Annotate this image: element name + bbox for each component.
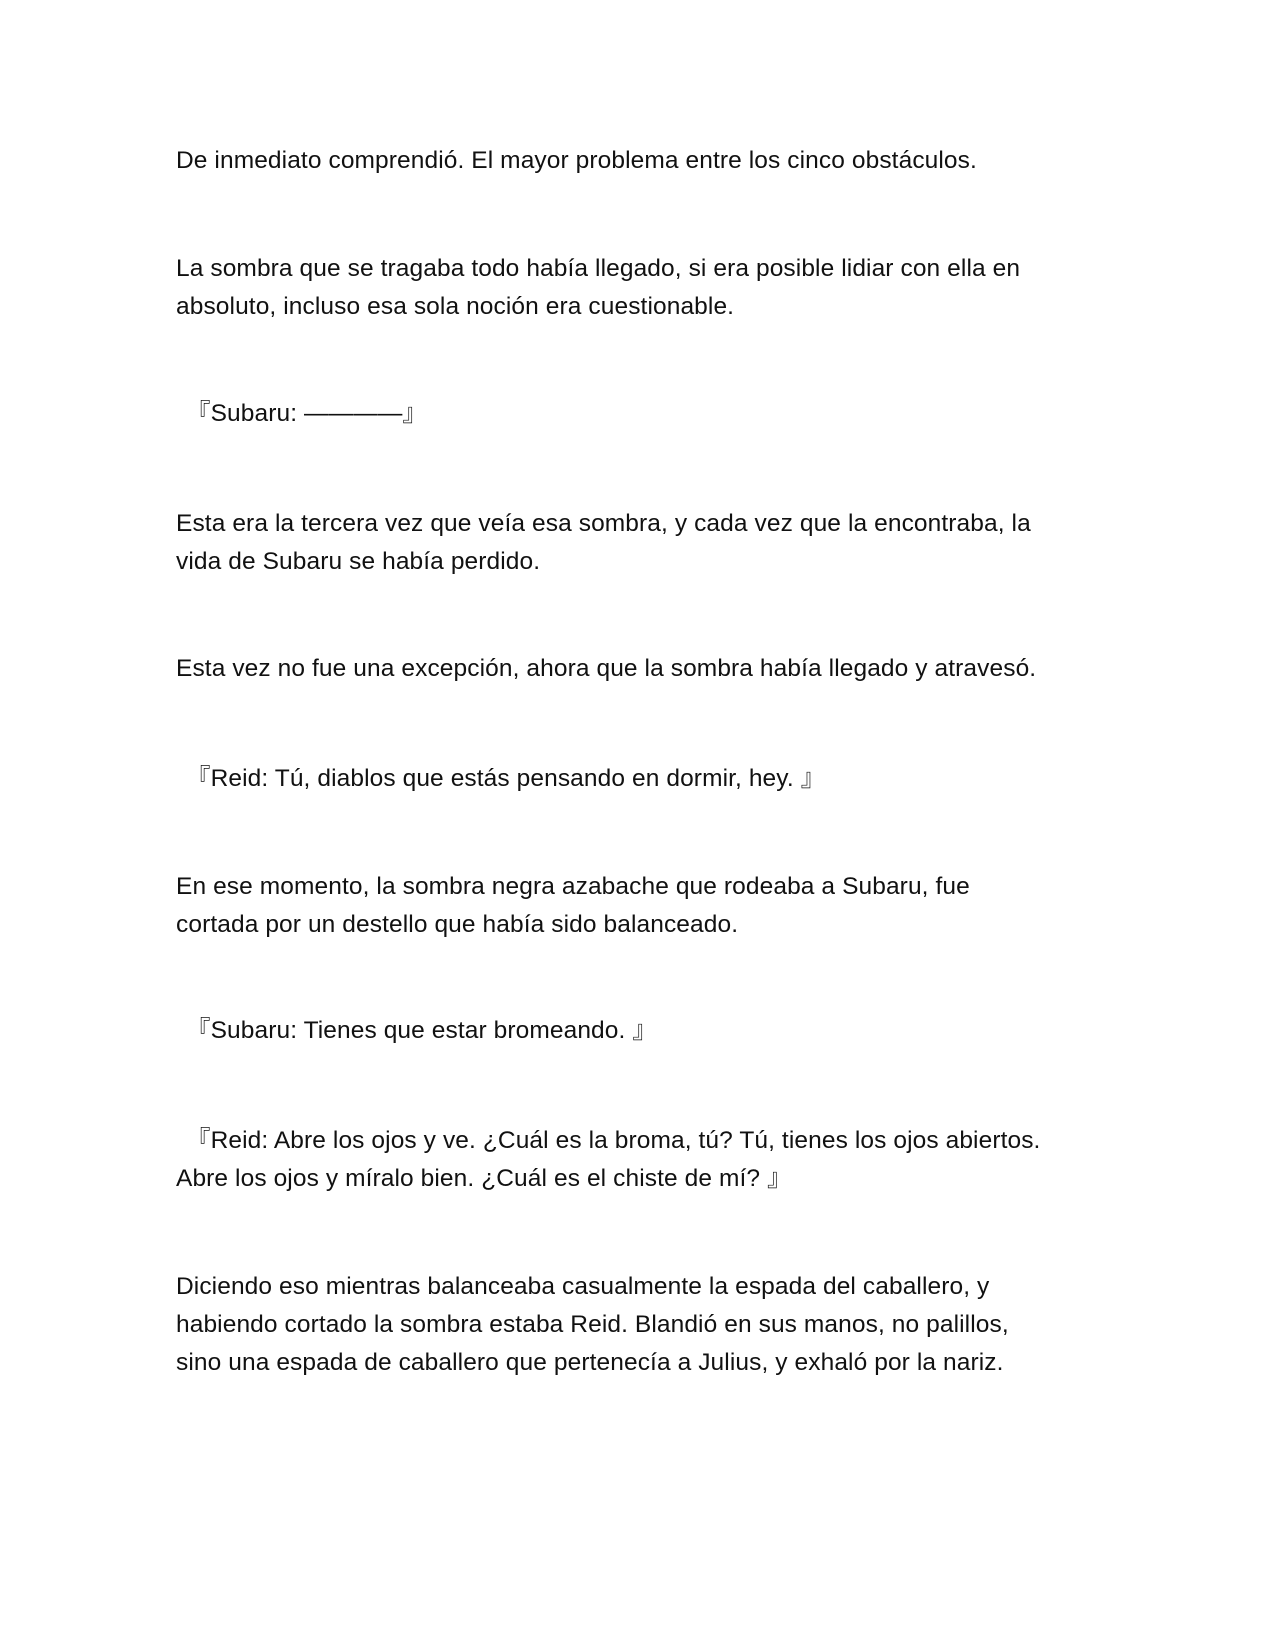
paragraph-1 <box>176 142 1106 180</box>
text-line: Esta vez no fue una excepción, ahora que la sombra había llegado y atravesó. <box>176 655 1037 682</box>
text-line: Abre los ojos y míralo bien. ¿Cuál es el chiste de mí? 』 <box>176 1165 792 1192</box>
dialogue-reid-2 <box>176 1122 1116 1198</box>
text-line: La sombra que se tragaba todo había llegado, si era posible lidiar con ella en <box>176 255 1021 282</box>
text-line: De inmediato comprendió. El mayor problema entre los cinco obstáculos. <box>176 147 977 174</box>
paragraph-6 <box>176 1268 1106 1382</box>
dialogue-subaru-2 <box>186 1012 1116 1050</box>
text-line: Esta era la tercera vez que veía esa sombra, y cada vez que la encontraba, la <box>176 510 1031 537</box>
text-line: cortada por un destello que había sido balanceado. <box>176 911 739 938</box>
dialogue-subaru-1 <box>186 395 1116 433</box>
text-line: 『Reid: Abre los ojos y ve. ¿Cuál es la broma, tú? Tú, tienes los ojos abiertos. <box>186 1127 1041 1154</box>
text-line: 『Reid: Tú, diablos que estás pensando en dormir, hey. 』 <box>186 765 826 792</box>
paragraph-2 <box>176 250 1106 326</box>
text-line: En ese momento, la sombra negra azabache que rodeaba a Subaru, fue <box>176 873 970 900</box>
text-line: Diciendo eso mientras balanceaba casualmente la espada del caballero, y <box>176 1273 990 1300</box>
paragraph-3 <box>176 505 1106 581</box>
paragraph-4 <box>176 650 1106 688</box>
text-line: 『Subaru: ————』 <box>186 400 428 427</box>
text-line: absoluto, incluso esa sola noción era cuestionable. <box>176 293 735 320</box>
dialogue-reid-1 <box>186 760 1116 798</box>
text-line: habiendo cortado la sombra estaba Reid. Blandió en sus manos, no palillos, <box>176 1311 1009 1338</box>
text-line: sino una espada de caballero que pertenecía a Julius, y exhaló por la nariz. <box>176 1349 1004 1376</box>
text-line: 『Subaru: Tienes que estar bromeando. 』 <box>186 1017 657 1044</box>
paragraph-5 <box>176 868 1106 944</box>
text-line: vida de Subaru se había perdido. <box>176 548 541 575</box>
